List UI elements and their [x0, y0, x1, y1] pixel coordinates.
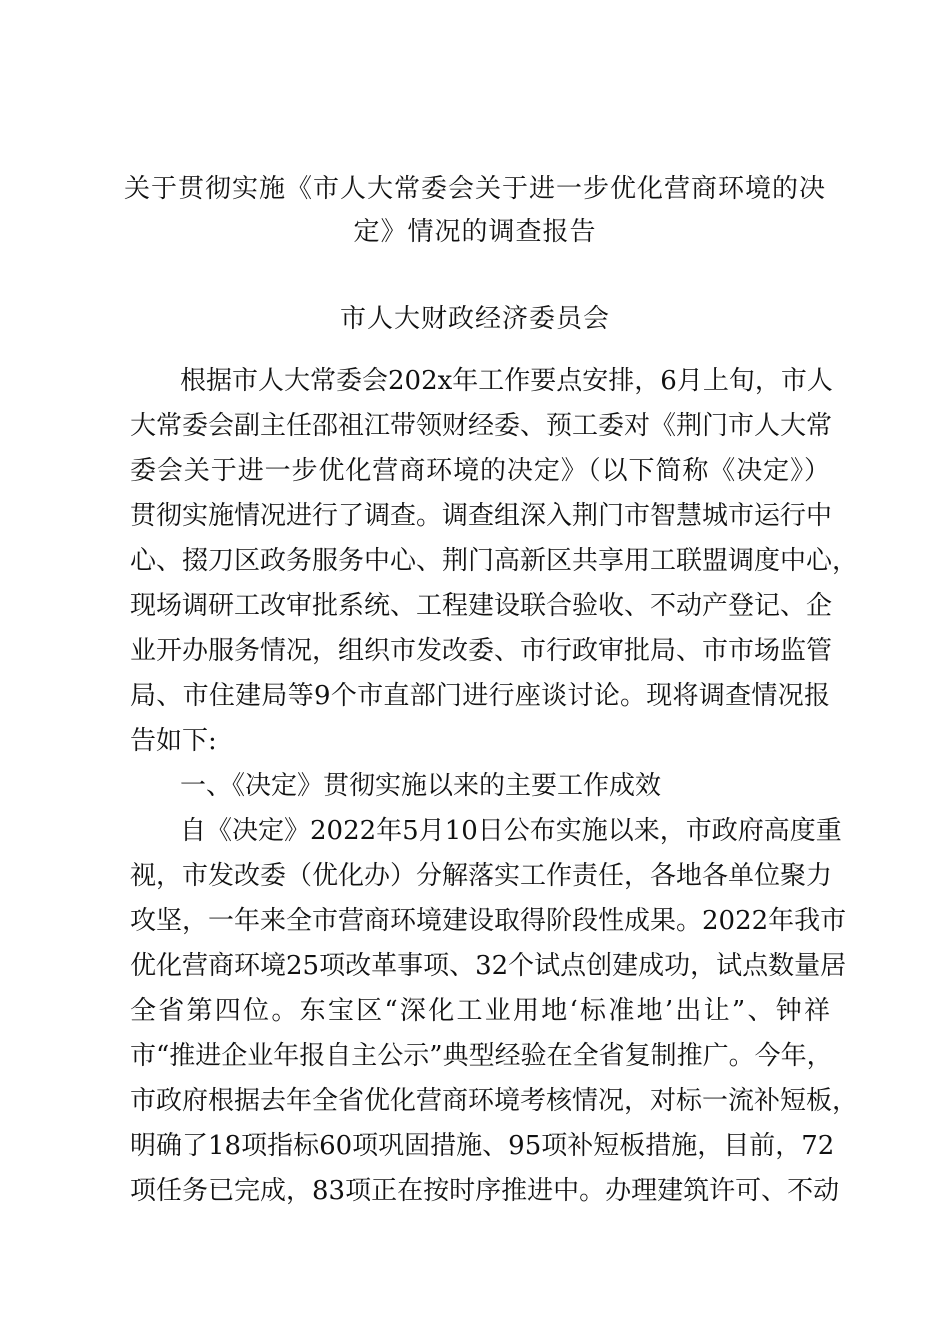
paragraph-2-line: 自《决定》2022年5月10日公布实施以来，市政府高度重 [180, 816, 842, 846]
paragraph-2-line: 项任务已完成，83项正在按时序推进中。办理建筑许可、不动 [130, 1176, 840, 1206]
paragraph-1-line: 贯彻实施情况进行了调查。调查组深入荆门市智慧城市运行中 [130, 501, 833, 531]
report-title-line-2: 定》情况的调查报告 [353, 217, 597, 247]
paragraph-1-line: 告如下: [130, 726, 217, 756]
paragraph-1-line: 心、掇刀区政务服务中心、荆门高新区共享用工联盟调度中心， [130, 546, 859, 576]
paragraph-2-line: 全省第四位。东宝区“深化工业用地‘标准地’出让”、钟祥 [130, 996, 830, 1026]
paragraph-1-line: 局、市住建局等9个市直部门进行座谈讨论。现将调查情况报 [130, 681, 830, 711]
paragraph-1-line: 现场调研工改审批系统、工程建设联合验收、不动产登记、企 [130, 591, 833, 621]
paragraph-1-line: 委会关于进一步优化营商环境的决定》（以下简称《决定》） [130, 456, 830, 486]
paragraph-1-line: 大常委会副主任邵祖江带领财经委、预工委对《荆门市人大常 [130, 411, 833, 441]
paragraph-2-line: 攻坚，一年来全市营商环境建设取得阶段性成果。2022年我市 [130, 906, 847, 936]
report-author: 市人大财政经济委员会 [339, 304, 610, 334]
paragraph-1-line: 业开办服务情况，组织市发改委、市行政审批局、市市场监管 [130, 636, 833, 666]
report-title-line-1: 关于贯彻实施《市人大常委会关于进一步优化营商环境的决 [123, 174, 826, 204]
paragraph-2-line: 市政府根据去年全省优化营商环境考核情况，对标一流补短板， [130, 1086, 859, 1116]
paragraph-2-line: 明确了18项指标60项巩固措施、95项补短板措施，目前，72 [130, 1131, 835, 1161]
paragraph-2-line: 优化营商环境25项改革事项、32个试点创建成功，试点数量居 [130, 951, 847, 981]
paragraph-1-line: 根据市人大常委会202x年工作要点安排，6月上旬，市人 [180, 366, 833, 396]
section-1-heading: 一、《决定》贯彻实施以来的主要工作成效 [180, 771, 662, 801]
paragraph-2-line: 视，市发改委（优化办）分解落实工作责任，各地各单位聚力 [130, 861, 833, 891]
paragraph-2-line: 市“推进企业年报自主公示”典型经验在全省复制推广。今年， [130, 1041, 833, 1071]
